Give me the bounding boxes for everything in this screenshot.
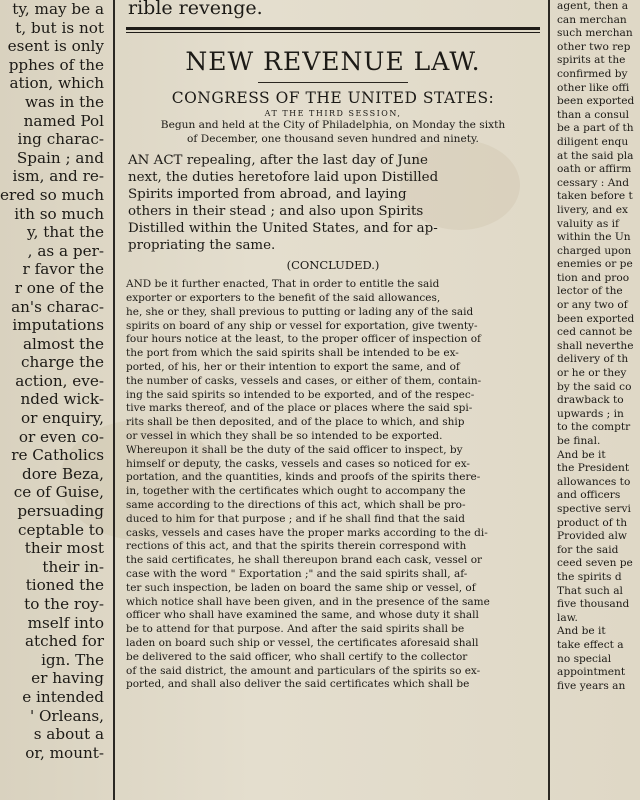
text-line: esent is only — [7, 37, 104, 56]
session-dateline — [126, 119, 540, 146]
text-line: take effect a — [557, 638, 624, 651]
text-line: be a part of th — [557, 122, 634, 135]
act-title-line: others in their stead ; and also upon Spirits — [128, 204, 424, 220]
text-line: ty, may be a — [12, 0, 104, 18]
text-line: livery, and ex — [557, 203, 628, 216]
body-line: the said certificates, he shall thereupon brand each cask, vessel or — [126, 554, 483, 567]
body-line: casks, vessels and cases have the proper marks according to the di- — [126, 526, 488, 539]
text-line: been exported — [557, 312, 635, 325]
text-line: or, mount- — [25, 743, 104, 762]
body-line: laden on board such ship or vessel, the certificates aforesaid shall — [126, 636, 479, 649]
text-line: ceptable to — [17, 520, 104, 539]
text-line: their most — [24, 539, 104, 558]
text-line: oath or affirm — [557, 163, 632, 176]
text-line: tion and proo — [557, 271, 630, 284]
text-line: five thousand — [557, 598, 630, 611]
text-line: spective servi — [557, 502, 631, 515]
text-line: delivery of th — [557, 353, 629, 366]
text-line: the spirits d — [557, 570, 622, 583]
right-column-lines — [553, 0, 640, 693]
body-line: he, she or they, shall previous to putting or lading any of the said — [126, 305, 474, 318]
text-line: e intended — [22, 687, 104, 706]
text-line: their in- — [42, 557, 104, 576]
text-line: y, that the — [27, 223, 104, 242]
concluded-label: (CONCLUDED.) — [286, 258, 380, 273]
text-line: to the comptr — [557, 421, 631, 434]
text-line: five years an — [557, 679, 626, 692]
text-line: ' Orleans, — [29, 706, 104, 725]
session-heading: AT THE THIRD SESSION, — [264, 109, 402, 118]
text-line: valuity as if — [557, 217, 619, 230]
text-line: agent, then a — [557, 0, 629, 12]
article-headline: NEW REVENUE LAW. — [185, 47, 481, 76]
text-line: such merchan — [557, 27, 633, 40]
text-line: and officers — [557, 489, 621, 502]
body-line: in, together with the certificates which ought to accompany the — [126, 485, 466, 498]
text-line: r one of the — [14, 278, 104, 297]
right-column-fragment — [553, 0, 640, 693]
text-line: to the roy- — [24, 595, 104, 613]
text-line: been exported — [557, 95, 635, 108]
text-line: Spain ; and — [16, 148, 104, 167]
body-line: the number of casks, vessels and cases, or either of them, contain- — [126, 374, 482, 387]
text-line: appointment — [557, 666, 626, 679]
text-line: was in the — [24, 92, 104, 111]
dateline-line: Begun and held at the City of Philadelphia, on Monday the sixth — [160, 119, 506, 131]
body-line: officer who shall have examined the same, and whose duty it shall — [126, 609, 479, 622]
act-title-line: next, the duties heretofore laid upon Distilled — [128, 170, 439, 186]
text-line: t, but is not — [15, 18, 104, 37]
text-line: er having — [31, 669, 104, 688]
text-line: action, eve- — [15, 371, 104, 390]
text-line: for the said — [557, 543, 619, 556]
body-line: spirits on board of any ship or vessel for exportation, give twenty- — [126, 319, 478, 332]
text-line: law. — [557, 611, 578, 624]
congress-heading: CONGRESS OF THE UNITED STATES: — [171, 89, 495, 107]
text-line: within the Un — [557, 231, 631, 244]
text-line: named Pol — [23, 111, 104, 130]
left-column-fragment — [0, 0, 110, 762]
text-line: almost the — [22, 334, 104, 353]
body-line: or vessel in which they shall be so intended to be exported. — [126, 429, 443, 442]
body-line: ing the said spirits so intended to be exported, and of the respec- — [126, 388, 475, 401]
text-line: spirits at the — [557, 54, 626, 67]
text-line: ceed seven pe — [557, 557, 633, 570]
body-line: Whereupon it shall be the duty of the said officer to inspect, by — [126, 443, 463, 456]
body-line: ter such inspection, be laden on board the same ship or vessel, of — [126, 581, 476, 594]
text-line: And be it — [557, 625, 606, 638]
text-line: And be it — [557, 448, 606, 461]
text-line: allowances to — [557, 475, 631, 488]
text-line: at the said pla — [557, 149, 634, 162]
text-line: drawback to — [557, 394, 624, 407]
text-line: an's charac- — [11, 297, 104, 316]
text-line: or enquiry, — [20, 409, 104, 428]
act-title — [128, 152, 540, 254]
text-line: confirmed by — [557, 67, 628, 80]
body-line: AND be it further enacted, That in order to entitle the said — [126, 278, 440, 291]
text-line: other like offi — [557, 81, 630, 94]
text-line: ign. The — [41, 650, 104, 669]
text-line: taken before t — [557, 190, 633, 203]
text-line: nded wick- — [20, 390, 104, 409]
text-line: ered so much — [0, 185, 105, 204]
text-line: can merchan — [557, 13, 627, 26]
act-title-line: Distilled within the United States, and for ap- — [128, 221, 438, 237]
article-body — [126, 278, 540, 692]
text-line: persuading — [17, 502, 104, 521]
body-line: ported, of his, her or their intention to export the same, and of — [126, 360, 460, 373]
column-divider-right — [548, 0, 550, 800]
text-line: be final. — [557, 435, 601, 447]
text-line: That such al — [557, 584, 623, 597]
main-article-column — [120, 0, 546, 692]
text-line: Provided alw — [557, 530, 627, 543]
text-line: shall neverthe — [557, 339, 634, 352]
text-line: diligent enqu — [557, 135, 629, 148]
text-line: ce of Guise, — [13, 483, 104, 502]
body-line: ported, and shall also deliver the said certificates which shall be — [126, 678, 470, 691]
headline-rule — [258, 82, 408, 83]
text-line: re Catholics — [11, 446, 104, 465]
body-line: case with the word " Exportation ;" and the said spirits shall, af- — [126, 567, 468, 580]
body-line: himself or deputy, the casks, vessels and cases so noticed for ex- — [126, 457, 470, 470]
text-line: ation, which — [9, 74, 104, 93]
text-line: than a consul — [557, 108, 630, 121]
text-line: cessary : And — [557, 176, 629, 189]
text-line: ith so much — [14, 204, 104, 223]
dateline-line: of December, one thousand seven hundred and ninety. — [187, 132, 479, 145]
text-line: ism, and re- — [12, 167, 104, 186]
body-line: be delivered to the said officer, who shall certify to the collector — [126, 650, 468, 663]
text-line: charged upon — [557, 244, 632, 257]
body-line: portation, and the quantities, kinds and proofs of the spirits there- — [126, 471, 481, 484]
body-line: which notice shall have been given, and in the presence of the same — [126, 595, 490, 608]
text-line: the President — [557, 462, 630, 475]
body-line: be to attend for that purpose. And after the said spirits shall be — [126, 623, 465, 636]
body-line: of the said district, the amount and particulars of the spirits so ex- — [126, 664, 481, 677]
text-line: no special — [557, 652, 612, 665]
left-column-lines — [0, 0, 110, 762]
body-line: four hours notice at the least, to the proper officer of inspection of — [126, 333, 481, 346]
body-line: exporter or exporters to the benefit of the said allowances, — [126, 291, 441, 304]
text-line: pphes of the — [8, 55, 104, 74]
text-line: ing charac- — [17, 130, 104, 149]
text-line: mself into — [27, 613, 104, 632]
body-line: duced to him for that purpose ; and if he shall find that the said — [126, 512, 465, 525]
body-line: the port from which the said spirits shall be intended to be ex- — [126, 347, 459, 360]
act-title-line: Spirits imported from abroad, and laying — [128, 187, 407, 203]
text-line: or even co- — [18, 427, 104, 446]
text-line: imputations — [12, 316, 104, 335]
text-line: , as a per- — [27, 241, 104, 260]
text-line: lector of the — [557, 285, 623, 298]
text-line: s about a — [33, 725, 104, 744]
text-line: r favor the — [22, 260, 104, 279]
text-line: enemies or pe — [557, 258, 633, 271]
text-line: other two rep — [557, 40, 631, 53]
text-line: or any two of — [557, 299, 628, 312]
column-divider-left — [113, 0, 115, 800]
body-line: same according to the directions of this act, which shall be pro- — [126, 498, 466, 511]
text-line: dore Beza, — [22, 464, 104, 483]
text-line: by the said co — [557, 380, 632, 393]
body-line: tive marks thereof, and of the place or places where the said spi- — [126, 402, 473, 415]
previous-article-fragment: rible revenge. — [128, 0, 263, 19]
text-line: atched for — [24, 632, 104, 651]
text-line: upwards ; in — [557, 407, 624, 420]
text-line: or he or they — [557, 367, 627, 380]
text-line: product of th — [557, 516, 628, 529]
act-title-line: propriating the same. — [128, 238, 276, 254]
text-line: tioned the — [25, 576, 104, 595]
act-title-line: AN ACT repealing, after the last day of June — [128, 153, 428, 169]
text-line: ced cannot be — [557, 326, 633, 339]
text-line: charge the — [20, 353, 104, 372]
body-line: rections of this act, and that the spirits therein correspond with — [126, 540, 467, 553]
body-line: rits shall be then deposited, and of the place to which, and ship — [126, 416, 465, 429]
double-rule — [126, 27, 540, 33]
